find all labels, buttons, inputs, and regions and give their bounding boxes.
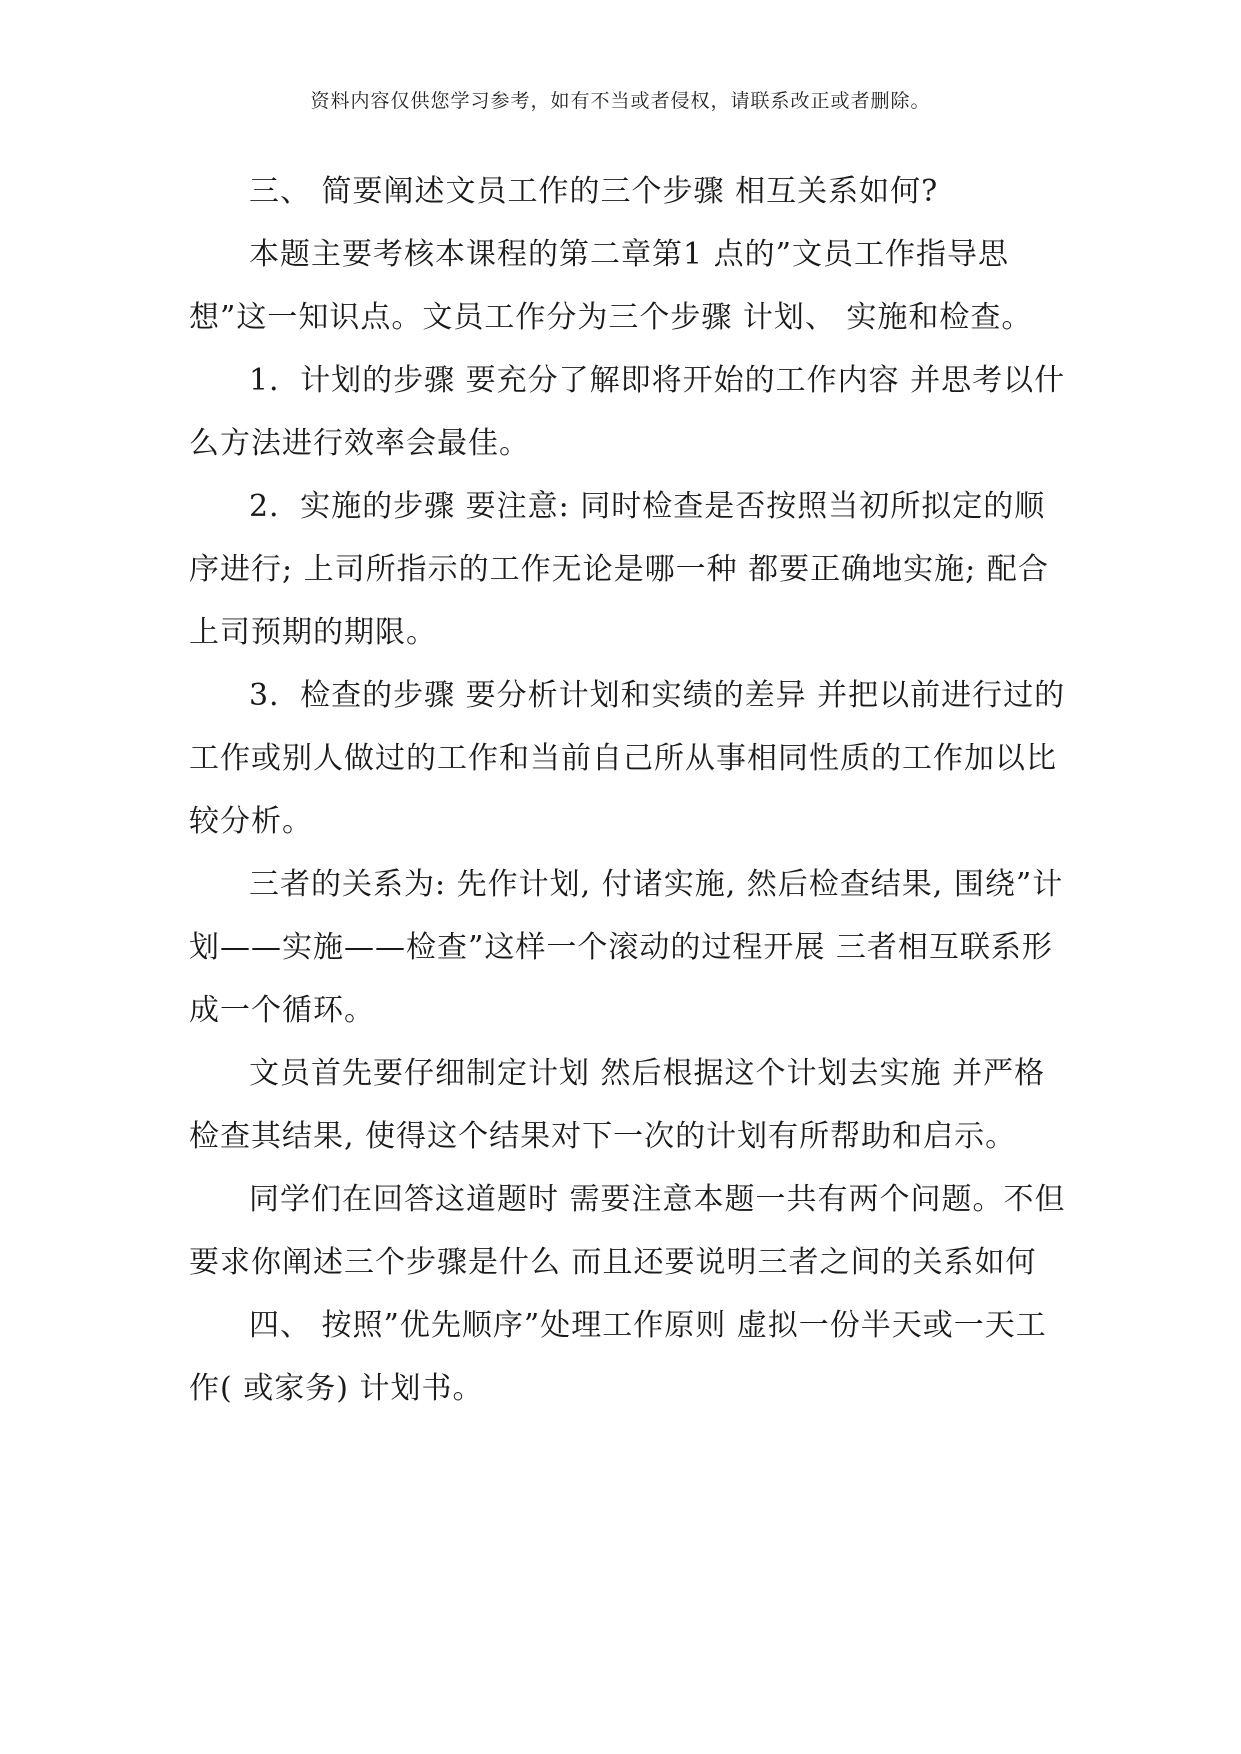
body-paragraph: 三者的关系为: 先作计划, 付诸实施, 然后检查结果, 围绕”计划——实施——检查”这样一个滚动的过程开展 三者相互联系形成一个循环。 xyxy=(189,867,1064,1028)
body-paragraph: 同学们在回答这道题时 需要注意本题一共有两个问题。不但要求你阐述三个步骤是什么 而且还要说明三者之间的关系如何 xyxy=(189,1182,1066,1280)
document-body xyxy=(189,160,1069,1420)
list-item-2: 2．实施的步骤 要注意: 同时检查是否按照当初所拟定的顺序进行; 上司所指示的工作无论是哪一种 都要正确地实施; 配合上司预期的期限。 xyxy=(189,489,1049,650)
body-paragraph: 本题主要考核本课程的第二章第1 点的”文员工作指导思想”这一知识点。文员工作分为三个步骤 计划、 实施和检查。 xyxy=(189,237,1033,335)
section-heading-3: 三、 简要阐述文员工作的三个步骤 相互关系如何? xyxy=(249,174,939,209)
page-header-note: 资料内容仅供您学习参考，如有不当或者侵权，请联系改正或者删除。 xyxy=(310,90,931,112)
body-paragraph: 文员首先要仔细制定计划 然后根据这个计划去实施 并严格检查其结果, 使得这个结果对下一次的计划有所帮助和启示。 xyxy=(189,1056,1046,1154)
section-heading-4: 四、 按照”优先顺序”处理工作原则 虚拟一份半天或一天工作( 或家务) 计划书。 xyxy=(189,1308,1047,1406)
list-item-3: 3．检查的步骤 要分析计划和实绩的差异 并把以前进行过的工作或别人做过的工作和当前自己所从事相同性质的工作加以比较分析。 xyxy=(189,678,1066,839)
list-item-1: 1．计划的步骤 要充分了解即将开始的工作内容 并思考以什么方法进行效率会最佳。 xyxy=(189,363,1066,461)
